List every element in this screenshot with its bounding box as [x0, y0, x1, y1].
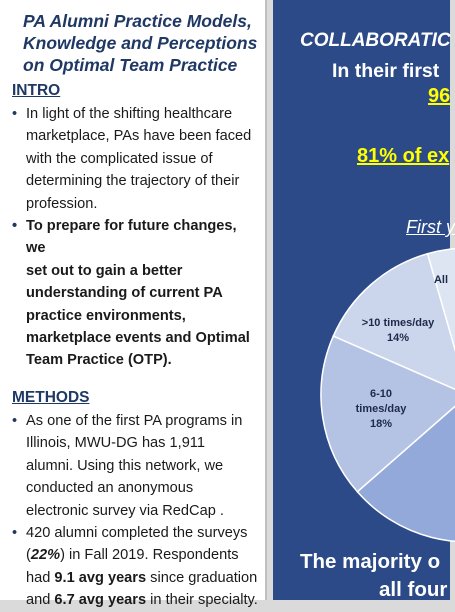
methods-bullets	[10, 410, 259, 612]
slice-label-6-10-b: times/day	[356, 403, 408, 415]
title-line-1: PA Alumni Practice Models,	[23, 11, 252, 31]
slice-label-more-than-10: >10 times/day	[362, 317, 435, 329]
chart-title: First y	[406, 217, 455, 238]
slice-label-all: All	[434, 274, 448, 286]
pie-chart	[273, 0, 450, 600]
majority-text: The majority o	[300, 550, 440, 574]
all-four-text: all four	[379, 578, 447, 602]
methods-heading: METHODS	[12, 388, 90, 408]
first-year-heading: In their first	[332, 60, 439, 83]
intro-bullets	[10, 103, 259, 372]
stat-96: 96	[428, 85, 450, 108]
title-line-2: Knowledge and Perceptions	[23, 33, 257, 53]
intro-bullet-1: • In light of the shifting healthcare marketplace, PAs have been faced with the complicated issue of determining the trajectory of their profession.	[10, 103, 259, 215]
slice-value-more-than-10: 14%	[387, 332, 409, 344]
avg-years-since-graduation: 9.1 avg years	[54, 570, 146, 586]
right-panel	[273, 0, 450, 600]
poster-title	[23, 10, 259, 76]
intro-bullet-2: • To prepare for future changes, we set out to gain a better understanding of current PA practice environments, marketplace events and Optimal Team Practice (OTP).	[10, 215, 259, 372]
slice-value-6-10: 18%	[370, 418, 392, 430]
avg-years-in-specialty: 6.7 avg years	[54, 592, 146, 608]
collaboration-heading: COLLABORATIC	[300, 30, 451, 52]
methods-bullet-2: • 420 alumni completed the surveys (22%) in Fall 2019. Respondents had 9.1 avg years since graduation and 6.7 avg years in their specialty.	[10, 522, 259, 612]
methods-bullet-1: • As one of the first PA programs in Illinois, MWU-DG has 1,911 alumni. Using this network, we conducted an anonymous electronic survey via RedCap .	[10, 410, 259, 522]
intro-heading: INTRO	[12, 81, 60, 101]
slice-label-6-10-a: 6-10	[370, 388, 392, 400]
response-rate: 22%	[31, 547, 60, 563]
stat-81: 81% of ex	[357, 145, 449, 168]
title-line-3: on Optimal Team Practice	[23, 55, 237, 75]
